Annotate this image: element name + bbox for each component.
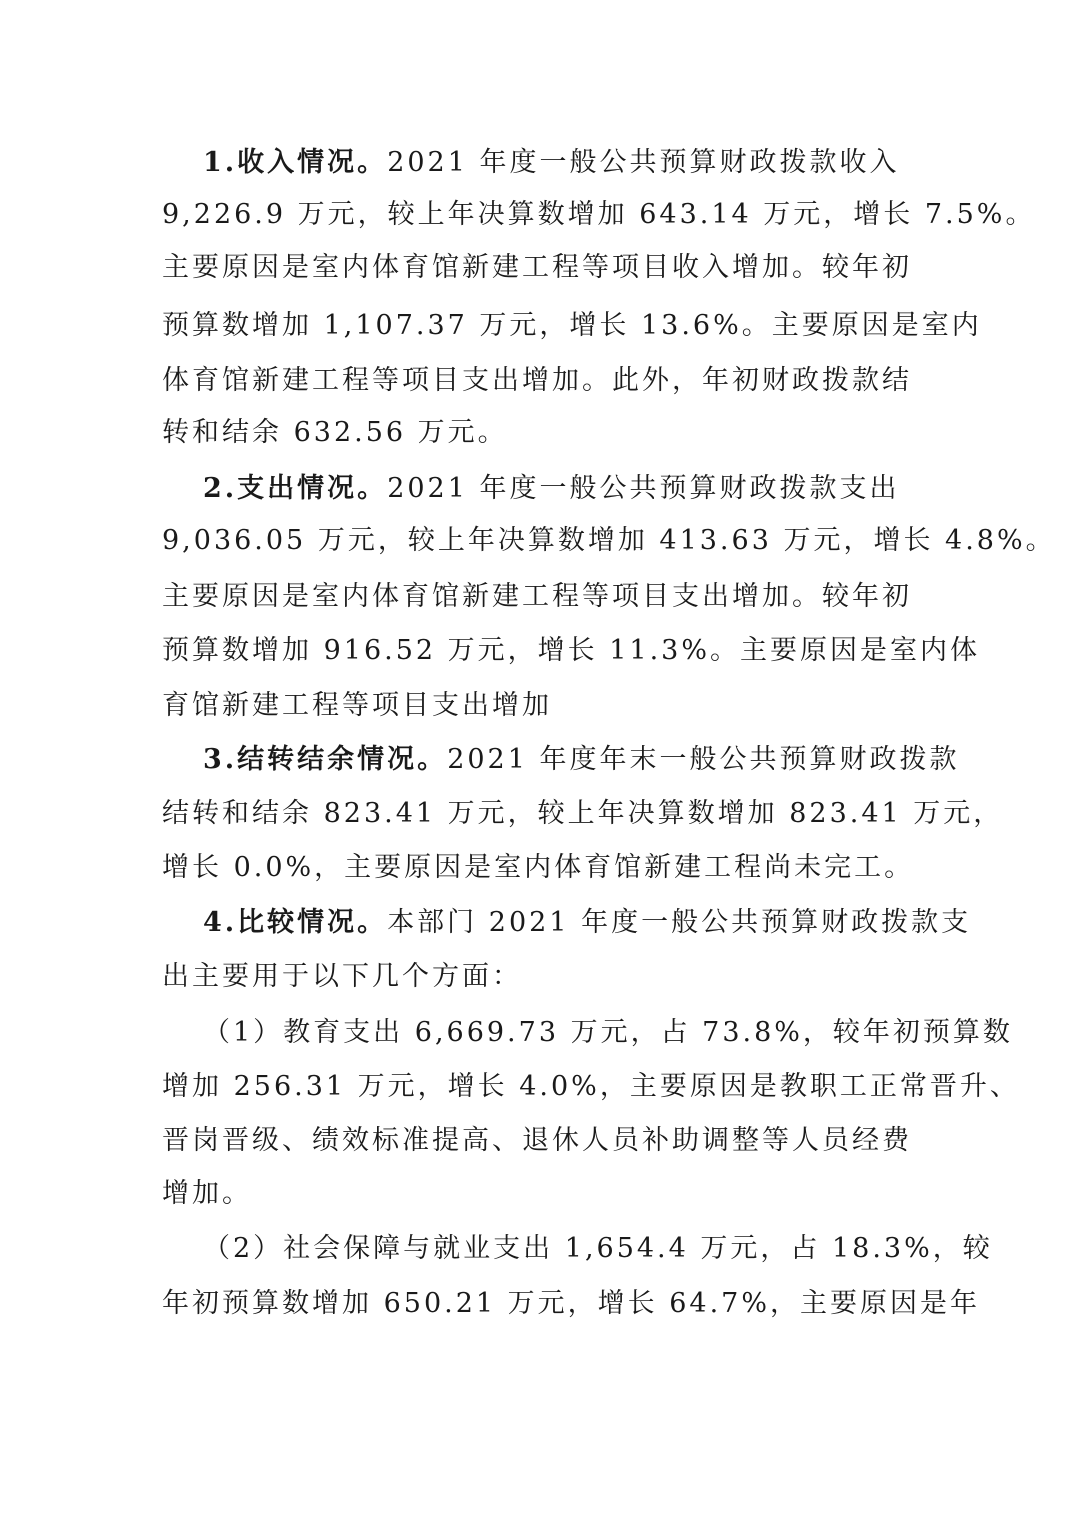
section2-line-4: 预算数增加 916.52 万元，增长 11.3%。主要原因是室内体 <box>162 635 980 666</box>
section1-line-1 <box>203 146 899 180</box>
section3-line-3: 增长 0.0%，主要原因是室内体育馆新建工程尚未完工。 <box>162 852 915 883</box>
item2-line-2: 年初预算数增加 650.21 万元，增长 64.7%，主要原因是年 <box>162 1288 980 1319</box>
section4-text: 本部门 2021 年度一般公共预算财政拨款支 <box>387 907 972 938</box>
section1-line-2: 9,226.9 万元，较上年决算数增加 643.14 万元，增长 7.5%。 <box>162 199 1036 230</box>
section2-text: 2021 年度一般公共预算财政拨款支出 <box>387 473 900 504</box>
section3-line-1 <box>203 743 959 777</box>
section2-line-1 <box>203 472 899 506</box>
section2-heading: 2.支出情况。 <box>203 473 388 504</box>
item1-line-1: （1）教育支出 6,669.73 万元，占 73.8%，较年初预算数 <box>203 1017 1013 1048</box>
item1-line-4: 增加。 <box>162 1178 252 1209</box>
section1-line-6: 转和结余 632.56 万元。 <box>162 417 508 448</box>
section3-heading: 3.结转结余情况。 <box>203 744 448 775</box>
section1-line-3: 主要原因是室内体育馆新建工程等项目收入增加。较年初 <box>162 252 912 283</box>
section4-line-2: 出主要用于以下几个方面： <box>162 961 522 992</box>
item1-line-2: 增加 256.31 万元，增长 4.0%，主要原因是教职工正常晋升、 <box>162 1071 1020 1102</box>
section2-line-5: 育馆新建工程等项目支出增加 <box>162 690 552 721</box>
section2-line-2: 9,036.05 万元，较上年决算数增加 413.63 万元，增长 4.8%。 <box>162 525 1056 556</box>
section1-text: 2021 年度一般公共预算财政拨款收入 <box>387 147 900 178</box>
section2-line-3: 主要原因是室内体育馆新建工程等项目支出增加。较年初 <box>162 581 912 612</box>
section4-line-1 <box>203 906 971 940</box>
section1-line-5: 体育馆新建工程等项目支出增加。此外，年初财政拨款结 <box>162 365 912 396</box>
section3-line-2: 结转和结余 823.41 万元，较上年决算数增加 823.41 万元， <box>162 798 1004 829</box>
item1-line-3: 晋岗晋级、绩效标准提高、退休人员补助调整等人员经费 <box>162 1125 912 1156</box>
section1-heading: 1.收入情况。 <box>203 147 388 178</box>
section4-heading: 4.比较情况。 <box>203 907 388 938</box>
section3-text: 2021 年度年末一般公共预算财政拨款 <box>447 744 960 775</box>
section1-line-4: 预算数增加 1,107.37 万元，增长 13.6%。主要原因是室内 <box>162 310 982 341</box>
item2-line-1: （2）社会保障与就业支出 1,654.4 万元，占 18.3%，较 <box>203 1233 993 1264</box>
